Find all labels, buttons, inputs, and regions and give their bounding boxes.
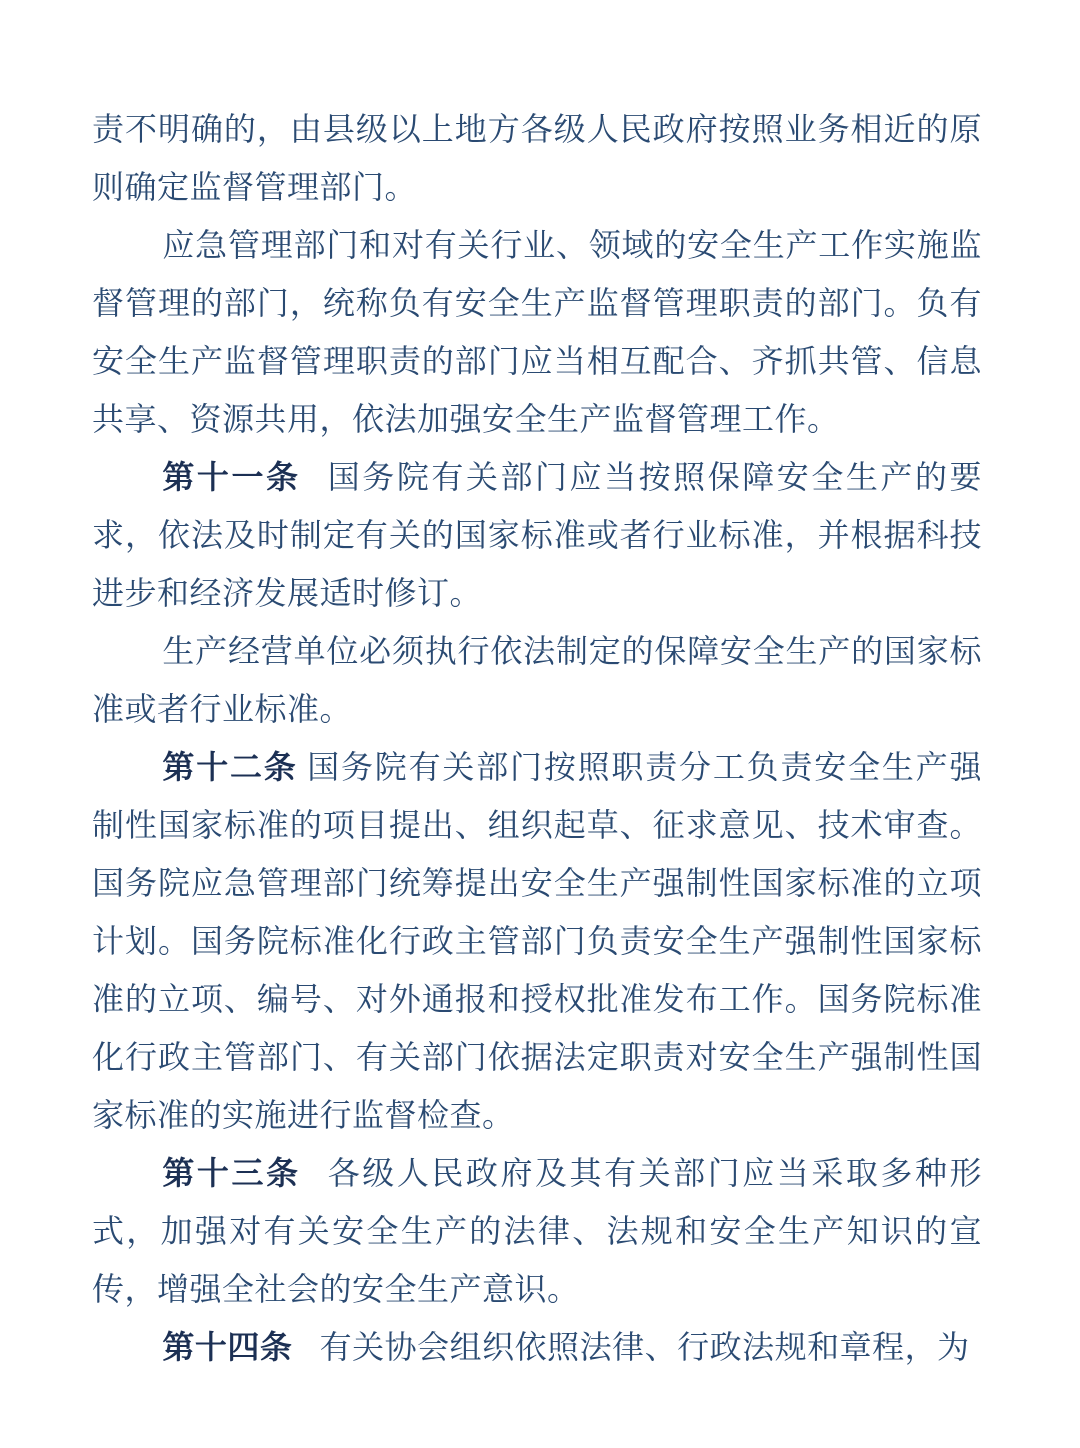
article-number-label: 第十一条: [162, 459, 301, 495]
paragraph-text: 应急管理部门和对有关行业、领域的安全生产工作实施监督管理的部门，统称负有安全生产监督管理职责的部门。负有安全生产监督管理职责的部门应当相互配合、齐抓共管、信息共享、资源共用，依法加强安全生产监督管理工作。: [92, 227, 982, 437]
paragraph-article-12: [92, 738, 982, 1144]
article-number-label: 第十三条: [162, 1155, 301, 1191]
paragraph: [92, 216, 982, 448]
paragraph-article-13: [92, 1144, 982, 1318]
law-text-block: [92, 100, 982, 1376]
paragraph: [92, 622, 982, 738]
paragraph-text: 国务院有关部门按照职责分工负责安全生产强制性国家标准的项目提出、组织起草、征求意见、技术审查。国务院应急管理部门统筹提出安全生产强制性国家标准的立项计划。国务院标准化行政主管部门负责安全生产强制性国家标准的立项、编号、对外通报和授权批准发布工作。国务院标准化行政主管部门、有关部门依据法定职责对安全生产强制性国家标准的实施进行监督检查。: [92, 749, 982, 1133]
paragraph-text: 国务院有关部门应当按照保障安全生产的要求，依法及时制定有关的国家标准或者行业标准，并根据科技进步和经济发展适时修订。: [92, 459, 982, 611]
paragraph-text: 责不明确的，由县级以上地方各级人民政府按照业务相近的原则确定监督管理部门。: [92, 111, 982, 205]
paragraph-article-11: [92, 448, 982, 622]
paragraph-text: 有关协会组织依照法律、行政法规和章程，为: [319, 1329, 970, 1365]
article-number-label: 第十四条: [162, 1329, 293, 1365]
article-number-label: 第十二条: [162, 749, 298, 785]
paragraph-article-14: [92, 1318, 982, 1376]
paragraph-text: 各级人民政府及其有关部门应当采取多种形式，加强对有关安全生产的法律、法规和安全生产知识的宣传，增强全社会的安全生产意识。: [92, 1155, 982, 1307]
paragraph-continuation: [92, 100, 982, 216]
paragraph-text: 生产经营单位必须执行依法制定的保障安全生产的国家标准或者行业标准。: [92, 633, 982, 727]
